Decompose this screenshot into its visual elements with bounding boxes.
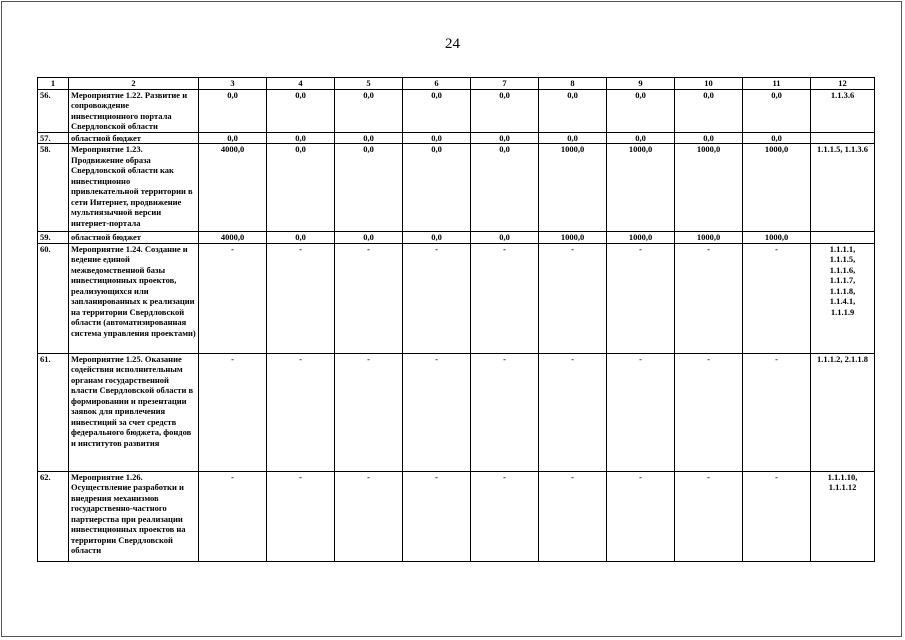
value-cell: - (403, 243, 471, 353)
value-cell: - (267, 471, 335, 561)
target-code: 1.1.1.6, (829, 264, 856, 275)
value-cell: 4000,0 (199, 144, 267, 232)
value-cell: 1000,0 (743, 232, 811, 244)
value-cell: 0,0 (267, 89, 335, 132)
table-row (38, 232, 875, 244)
target-code: 1.1.1.7, (829, 275, 856, 285)
row-number: 61. (38, 353, 69, 471)
value-cell: - (267, 353, 335, 471)
column-header: 8 (539, 78, 607, 90)
value-cell: - (539, 353, 607, 471)
value-cell: - (675, 353, 743, 471)
table-row (38, 243, 875, 353)
value-cell: - (403, 471, 471, 561)
value-cell: - (403, 353, 471, 471)
column-header: 2 (69, 78, 199, 90)
value-cell: 0,0 (335, 232, 403, 244)
value-cell: - (743, 353, 811, 471)
table-row (38, 144, 875, 232)
value-cell: - (675, 243, 743, 353)
target-codes (811, 132, 875, 144)
value-cell: 0,0 (675, 89, 743, 132)
column-header: 11 (743, 78, 811, 90)
target-code: 1.1.1.10, (827, 471, 858, 482)
value-cell: - (743, 243, 811, 353)
value-cell: 0,0 (335, 132, 403, 144)
value-cell: 0,0 (403, 232, 471, 244)
value-cell: 0,0 (199, 132, 267, 144)
column-header: 9 (607, 78, 675, 90)
column-header: 4 (267, 78, 335, 90)
value-cell: - (199, 353, 267, 471)
table-row (38, 471, 875, 561)
activity-name: областной бюджет (69, 232, 199, 244)
value-cell: 0,0 (267, 232, 335, 244)
row-number: 62. (38, 471, 69, 561)
value-cell: 0,0 (607, 89, 675, 132)
value-cell: - (743, 471, 811, 561)
activity-name: Мероприятие 1.24. Создание и ведение единой межведомственной базы инвестиционных проектов, реализующихся или запланированных к реализации на территории Свердловской области (автоматизированная система управления проектами) (69, 243, 199, 353)
value-cell: 0,0 (403, 89, 471, 132)
value-cell: - (539, 243, 607, 353)
value-cell: - (199, 471, 267, 561)
activity-name: Мероприятие 1.26. Осуществление разработки и внедрения механизмов государственно-частного партнерства при реализации инвестиционных проектов на территории Свердловской области (69, 471, 199, 561)
budget-table (37, 77, 875, 562)
value-cell: 1000,0 (743, 144, 811, 232)
target-code: 1.1.1.8, (829, 285, 856, 296)
table-header-row (38, 78, 875, 90)
value-cell: 0,0 (539, 89, 607, 132)
page-number: 24 (445, 36, 460, 52)
value-cell: 1000,0 (607, 144, 675, 232)
target-code: 1.1.1.9 (830, 306, 855, 317)
value-cell: - (539, 471, 607, 561)
value-cell: - (471, 471, 539, 561)
target-codes (811, 89, 875, 132)
row-number: 58. (38, 144, 69, 232)
target-code: 1.1.4.1, (829, 296, 856, 306)
value-cell: 0,0 (743, 89, 811, 132)
value-cell: - (199, 243, 267, 353)
activity-name: областной бюджет (69, 132, 199, 144)
value-cell: 0,0 (403, 132, 471, 144)
column-header: 7 (471, 78, 539, 90)
value-cell: - (471, 353, 539, 471)
target-code: 1.1.1.2, 2.1.1.8 (817, 353, 868, 364)
column-header: 12 (811, 78, 875, 90)
activity-name: Мероприятие 1.22. Развитие и сопровождение инвестиционного портала Свердловской области (69, 89, 199, 132)
value-cell: - (335, 471, 403, 561)
value-cell: 0,0 (335, 144, 403, 232)
value-cell: - (335, 353, 403, 471)
value-cell: - (471, 243, 539, 353)
value-cell: 0,0 (675, 132, 743, 144)
target-code: 1.1.1.5, (829, 254, 856, 264)
value-cell: 0,0 (199, 89, 267, 132)
table-row (38, 132, 875, 144)
value-cell: 1000,0 (675, 144, 743, 232)
target-codes (811, 471, 875, 561)
activity-name: Мероприятие 1.25. Оказание содействия исполнительным органам государственной власти Свердловской области в формировании и презентации заявок для привлечения инвестиций за счет средств федерального бюджета, фондов и институтов развития (69, 353, 199, 471)
value-cell: 0,0 (743, 132, 811, 144)
value-cell: 0,0 (403, 144, 471, 232)
value-cell: 1000,0 (539, 232, 607, 244)
column-header: 10 (675, 78, 743, 90)
table-row (38, 89, 875, 132)
column-header: 1 (38, 78, 69, 90)
target-codes (811, 144, 875, 232)
value-cell: - (335, 243, 403, 353)
value-cell: - (675, 471, 743, 561)
value-cell: 0,0 (471, 144, 539, 232)
value-cell: 0,0 (471, 132, 539, 144)
target-codes (811, 353, 875, 471)
column-header: 5 (335, 78, 403, 90)
value-cell: 0,0 (267, 144, 335, 232)
row-number: 57. (38, 132, 69, 144)
value-cell: 1000,0 (675, 232, 743, 244)
value-cell: 0,0 (471, 232, 539, 244)
value-cell: - (607, 243, 675, 353)
target-codes (811, 243, 875, 353)
column-header: 6 (403, 78, 471, 90)
value-cell: 0,0 (335, 89, 403, 132)
row-number: 60. (38, 243, 69, 353)
value-cell: 0,0 (607, 132, 675, 144)
value-cell: 1000,0 (539, 144, 607, 232)
column-header: 3 (199, 78, 267, 90)
value-cell: 0,0 (471, 89, 539, 132)
row-number: 59. (38, 232, 69, 244)
target-code: 1.1.1.1, (829, 243, 856, 254)
value-cell: - (607, 471, 675, 561)
value-cell: 0,0 (267, 132, 335, 144)
activity-name: Мероприятие 1.23. Продвижение образа Свердловской области как инвестиционно привлекательной территории в сети Интернет, продвижение мультиязычной версии интернет-портала (69, 144, 199, 232)
value-cell: - (607, 353, 675, 471)
value-cell: 4000,0 (199, 232, 267, 244)
value-cell: 1000,0 (607, 232, 675, 244)
target-code: 1.1.1.5, 1.1.3.6 (817, 144, 868, 154)
target-code: 1.1.1.12 (828, 482, 857, 492)
value-cell: - (267, 243, 335, 353)
table-row (38, 353, 875, 471)
value-cell: 0,0 (539, 132, 607, 144)
row-number: 56. (38, 89, 69, 132)
target-code: 1.1.3.6 (830, 89, 855, 100)
target-codes (811, 232, 875, 244)
